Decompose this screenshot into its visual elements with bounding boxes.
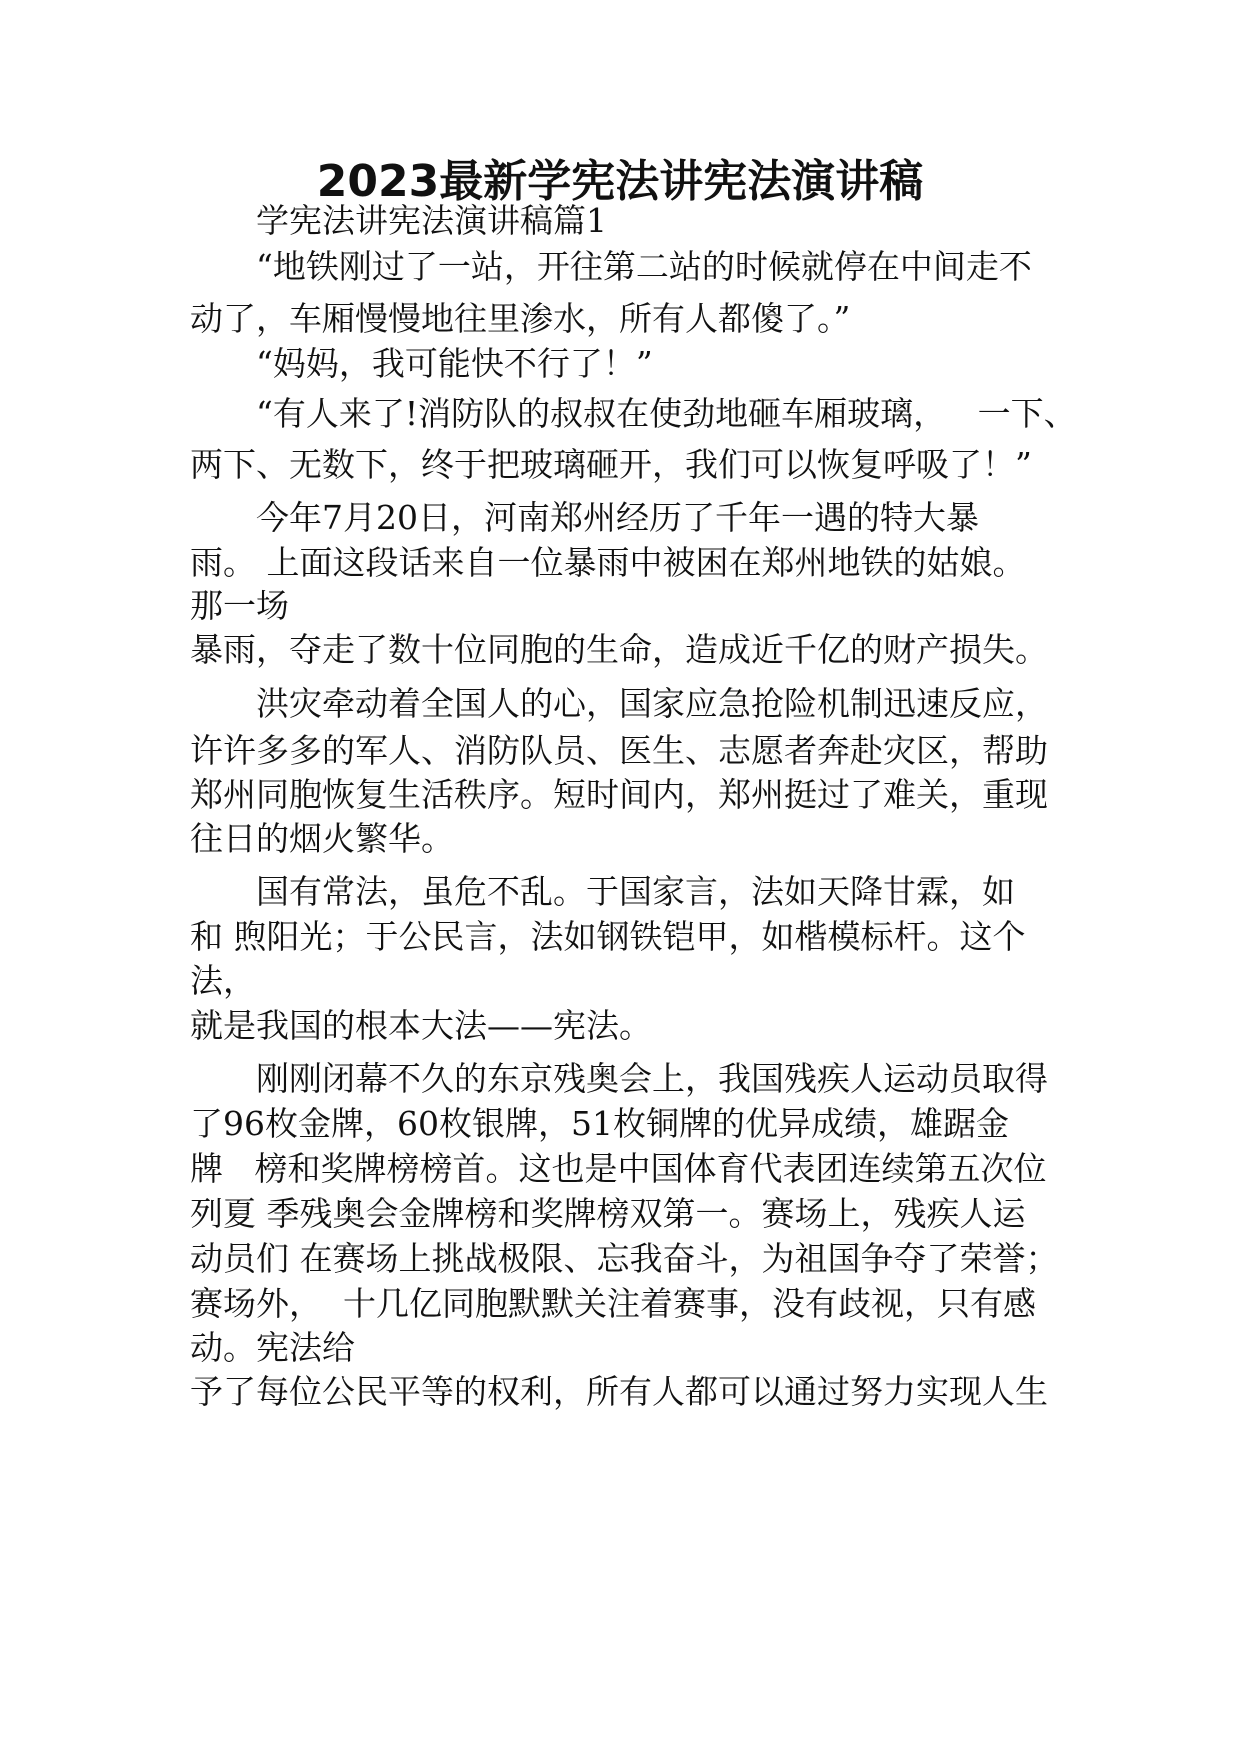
paragraph-line: 就是我国的根本大法——宪法。 [190,1006,652,1045]
paragraph-line: 往日的烟火繁华。 [190,819,454,858]
paragraph-line: 那一场 [190,586,289,625]
paragraph-line: 刚刚闭幕不久的东京残奥会上，我国残疾人运动员取得 [256,1059,1048,1098]
paragraph-line: “妈妈，我可能快不行了！” [256,344,653,383]
section-heading: 学宪法讲宪法演讲稿篇1 [256,201,607,240]
paragraph-line: 国有常法，虽危不乱。于国家言，法如天降甘霖，如 [256,872,1015,911]
paragraph-line: 和 煦阳光；于公民言，法如钢铁铠甲，如楷模标杆。这个 [190,917,1026,956]
paragraph-line: 动。宪法给 [190,1328,355,1367]
paragraph-line: 赛场外， 十几亿同胞默默关注着赛事，没有歧视，只有感 [190,1284,1036,1323]
paragraph-line: 雨。 上面这段话来自一位暴雨中被困在郑州地铁的姑娘。 [190,543,1026,582]
paragraph-line: 动了，车厢慢慢地往里渗水，所有人都傻了。” [190,299,851,338]
paragraph-line: 洪灾牵动着全国人的心，国家应急抢险机制迅速反应， [256,684,1048,723]
document-title: 2023最新学宪法讲宪法演讲稿 [316,156,924,207]
paragraph-line: “有人来了!消防队的叔叔在使劲地砸车厢玻璃， 一下、 [256,394,1077,433]
paragraph-line: 动员们 在赛场上挑战极限、忘我奋斗，为祖国争夺了荣誉； [190,1239,1059,1278]
paragraph-line: 暴雨，夺走了数十位同胞的生命，造成近千亿的财产损失。 [190,630,1048,669]
paragraph-line: 今年7月20日，河南郑州经历了千年一遇的特大暴 [256,498,979,537]
paragraph-line: 予了每位公民平等的权利，所有人都可以通过努力实现人生 [190,1372,1048,1411]
paragraph-line: 牌 榜和奖牌榜榜首。这也是中国体育代表团连续第五次位 [190,1149,1047,1188]
paragraph-line: “地铁刚过了一站，开往第二站的时候就停在中间走不 [256,247,1032,286]
paragraph-line: 许许多多的军人、消防队员、医生、志愿者奔赴灾区，帮助 [190,731,1048,770]
paragraph-line: 列夏 季残奥会金牌榜和奖牌榜双第一。赛场上，残疾人运 [190,1194,1026,1233]
paragraph-line: 郑州同胞恢复生活秩序。短时间内，郑州挺过了难关，重现 [190,775,1048,814]
paragraph-line: 了96枚金牌，60枚银牌，51枚铜牌的优异成绩，雄踞金 [190,1104,1009,1143]
paragraph-line: 法， [190,961,256,1000]
paragraph-line: 两下、无数下，终于把玻璃砸开，我们可以恢复呼吸了！” [190,445,1032,484]
